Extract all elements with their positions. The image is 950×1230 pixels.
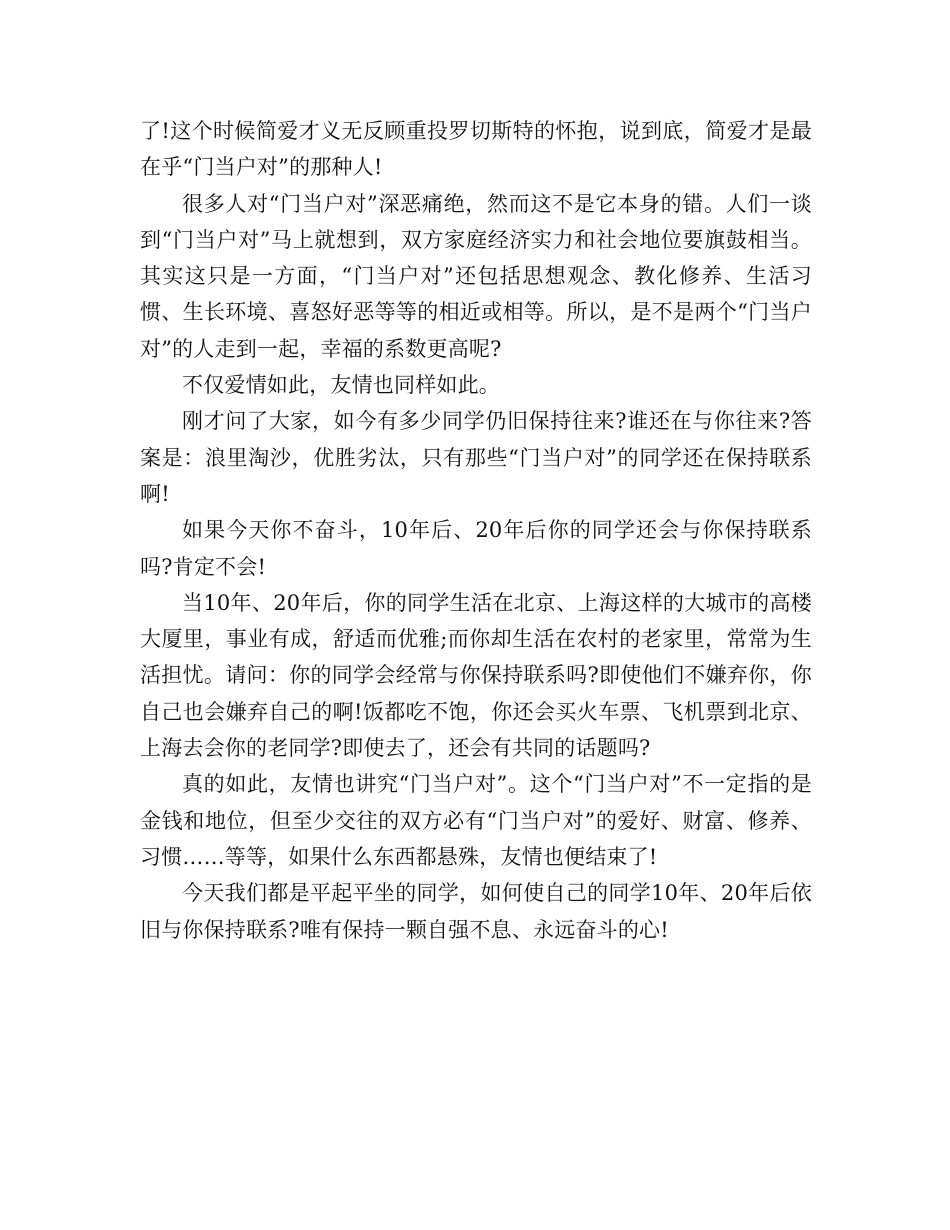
document-body: [140, 113, 812, 948]
paragraph-5: 如果今天你不奋斗，10年后、20年后你的同学还会与你保持联系吗?肯定不会!: [140, 518, 812, 579]
paragraph-4: 刚才问了大家，如今有多少同学仍旧保持往来?谁还在与你往来?答案是：浪里淘沙，优胜劣汰，只有那些“门当户对”的同学还在保持联系啊!: [140, 409, 812, 506]
paragraph-6: 当10年、20年后，你的同学生活在北京、上海这样的大城市的高楼大厦里，事业有成，舒适而优雅;而你却生活在农村的老家里，常常为生活担忧。请问：你的同学会经常与你保持联系吗?即使他们不嫌弃你，你自己也会嫌弃自己的啊!饭都吃不饱，你还会买火车票、飞机票到北京、上海去会你的老同学?即使去了，还会有共同的话题吗?: [140, 590, 812, 761]
paragraph-3: 不仅爱情如此，友情也同样如此。: [182, 373, 500, 398]
paragraph-1: 了!这个时候简爱才义无反顾重投罗切斯特的怀抱，说到底，简爱才是最在乎“门当户对”的那种人!: [140, 119, 812, 180]
paragraph-8: 今天我们都是平起平坐的同学，如何使自己的同学10年、20年后依旧与你保持联系?唯有保持一颗自强不息、永远奋斗的心!: [140, 881, 812, 942]
paragraph-2: 很多人对“门当户对”深恶痛绝，然而这不是它本身的错。人们一谈到“门当户对”马上就想到，双方家庭经济实力和社会地位要旗鼓相当。其实这只是一方面，“门当户对”还包括思想观念、教化修养、生活习惯、生长环境、喜怒好恶等等的相近或相等。所以，是不是两个“门当户对”的人走到一起，幸福的系数更高呢?: [140, 191, 812, 361]
paragraph-7: 真的如此，友情也讲究“门当户对”。这个“门当户对”不一定指的是金钱和地位，但至少交往的双方必有“门当户对”的爱好、财富、修养、习惯……等等，如果什么东西都悬殊，友情也便结束了!: [140, 772, 812, 869]
